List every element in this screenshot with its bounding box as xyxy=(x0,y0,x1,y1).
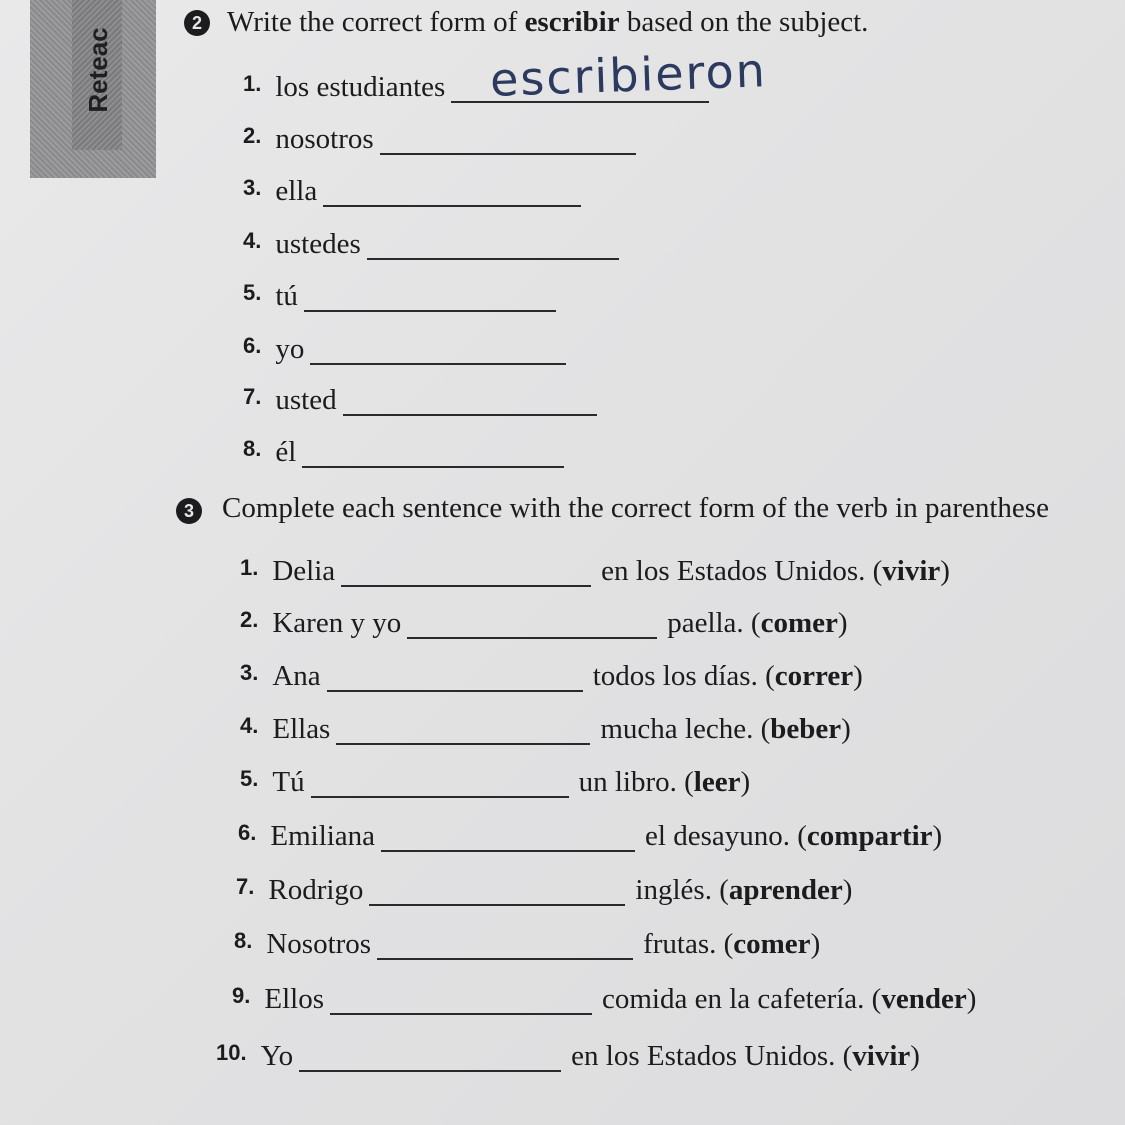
item-subject: Tú xyxy=(272,766,305,798)
sentence-rest: paella. (comer) xyxy=(667,607,848,639)
answer-blank[interactable] xyxy=(380,129,636,155)
answer-blank[interactable] xyxy=(407,613,657,639)
answer-blank[interactable] xyxy=(310,339,566,365)
section-3-item-5 xyxy=(240,763,750,798)
item-number: 7. xyxy=(243,384,262,409)
section-3-badge: 3 xyxy=(176,498,202,524)
section-2-item-8 xyxy=(243,433,574,468)
item-number: 4. xyxy=(243,228,262,253)
item-subject: Ellas xyxy=(272,713,331,745)
item-subject: Emiliana xyxy=(270,820,376,852)
item-subject: Karen y yo xyxy=(272,607,402,639)
item-number: 1. xyxy=(243,71,262,96)
sentence-rest: frutas. (comer) xyxy=(643,928,821,960)
section-3-item-8 xyxy=(234,925,820,960)
item-number: 9. xyxy=(232,983,251,1008)
answer-blank[interactable] xyxy=(343,390,597,416)
section-3-instruction: Complete each sentence with the correct form of the verb in parenthese xyxy=(222,492,1049,524)
answer-blank[interactable] xyxy=(381,826,635,852)
answer-blank[interactable] xyxy=(311,772,569,798)
item-number: 1. xyxy=(240,555,259,580)
answer-blank[interactable] xyxy=(336,719,590,745)
sentence-rest: mucha leche. (beber) xyxy=(600,713,851,745)
item-subject: tú xyxy=(275,280,298,312)
item-subject: Nosotros xyxy=(266,928,372,960)
section-3-item-7 xyxy=(236,871,852,906)
item-number: 4. xyxy=(240,713,259,738)
item-number: 6. xyxy=(243,333,262,358)
item-number: 2. xyxy=(243,123,262,148)
instruction-verb: escribir xyxy=(524,6,620,38)
item-number: 7. xyxy=(236,874,255,899)
sidebar-label: Reteac xyxy=(82,27,113,113)
answer-blank[interactable] xyxy=(304,286,556,312)
section-3-item-10 xyxy=(216,1037,920,1072)
item-subject: Rodrigo xyxy=(268,874,364,906)
item-subject: Delia xyxy=(272,555,336,587)
sentence-rest: un libro. (leer) xyxy=(578,766,751,798)
section-2-item-2 xyxy=(243,120,646,155)
handwritten-answer: escribieron xyxy=(489,43,768,107)
item-subject: nosotros xyxy=(275,123,374,155)
item-number: 2. xyxy=(240,607,259,632)
answer-blank[interactable] xyxy=(323,181,581,207)
answer-blank[interactable] xyxy=(369,880,625,906)
section-2-badge: 2 xyxy=(184,10,210,36)
item-subject: Ana xyxy=(272,660,321,692)
answer-blank[interactable] xyxy=(302,442,564,468)
sentence-rest: todos los días. (correr) xyxy=(592,660,863,692)
sentence-rest: el desayuno. (compartir) xyxy=(645,820,943,852)
item-subject: los estudiantes xyxy=(275,71,446,103)
item-number: 10. xyxy=(216,1040,247,1065)
item-number: 3. xyxy=(240,660,259,685)
section-3-item-2 xyxy=(240,604,848,639)
section-2-item-7 xyxy=(243,381,607,416)
section-2-item-3 xyxy=(243,172,591,207)
instruction-suffix: based on the subject. xyxy=(619,6,869,38)
answer-blank[interactable] xyxy=(341,561,591,587)
item-number: 5. xyxy=(243,280,262,305)
item-number: 5. xyxy=(240,766,259,791)
answer-blank[interactable] xyxy=(299,1046,561,1072)
section-2-item-5 xyxy=(243,277,566,312)
answer-blank[interactable] xyxy=(327,666,583,692)
section-3-item-6 xyxy=(238,817,942,852)
item-number: 6. xyxy=(238,820,257,845)
answer-blank[interactable] xyxy=(367,234,619,260)
item-subject: él xyxy=(275,436,297,468)
sentence-rest: en los Estados Unidos. (vivir) xyxy=(571,1040,920,1072)
sentence-rest: inglés. (aprender) xyxy=(635,874,853,906)
item-subject: yo xyxy=(275,333,305,365)
item-subject: ustedes xyxy=(275,228,361,260)
instruction-prefix: Write the correct form of xyxy=(227,6,525,38)
section-2-instruction xyxy=(227,6,868,39)
sentence-rest: en los Estados Unidos. (vivir) xyxy=(601,555,950,587)
section-3-item-9 xyxy=(232,980,976,1015)
answer-blank[interactable] xyxy=(330,989,592,1015)
section-3-item-1 xyxy=(240,552,950,587)
answer-blank[interactable] xyxy=(377,934,633,960)
section-2-item-6 xyxy=(243,330,576,365)
item-number: 8. xyxy=(234,928,253,953)
item-subject: Ellos xyxy=(264,983,324,1015)
item-number: 3. xyxy=(243,175,262,200)
item-subject: ella xyxy=(275,175,318,207)
item-subject: usted xyxy=(275,384,337,416)
section-2-item-4 xyxy=(243,225,629,260)
section-3-item-4 xyxy=(240,710,851,745)
item-subject: Yo xyxy=(260,1040,294,1072)
sentence-rest: comida en la cafetería. (vender) xyxy=(601,983,977,1015)
section-3-item-3 xyxy=(240,657,863,692)
item-number: 8. xyxy=(243,436,262,461)
